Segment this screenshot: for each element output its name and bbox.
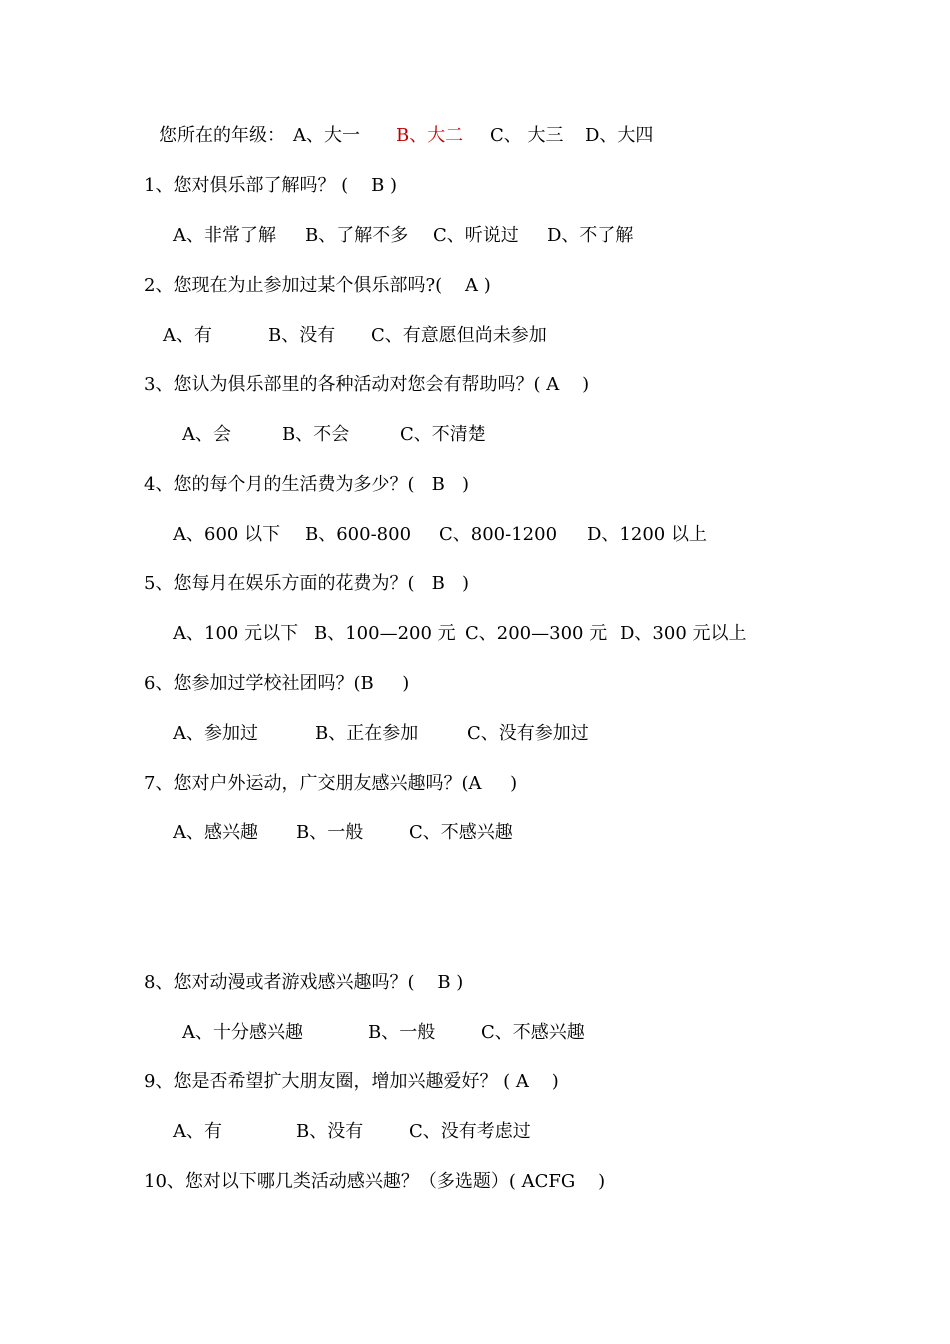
- q9-option-b: B、没有: [296, 1121, 364, 1142]
- question-1: 1、您对俱乐部了解吗？ ( B ): [144, 175, 398, 196]
- q9-option-c: C、没有考虑过: [409, 1121, 531, 1142]
- q1-option-b: B、了解不多: [305, 225, 409, 246]
- question-2: 2、您现在为止参加过某个俱乐部吗?( A ): [144, 275, 491, 296]
- q4-option-b: B、600-800: [305, 524, 412, 545]
- q5-option-c: C、200—300 元: [465, 623, 608, 644]
- question-3: 3、您认为俱乐部里的各种活动对您会有帮助吗？( A ): [144, 374, 590, 395]
- q6-option-c: C、没有参加过: [467, 723, 589, 744]
- q4-option-d: D、1200 以上: [587, 524, 707, 545]
- question-8: 8、您对动漫或者游戏感兴趣吗？( B ): [144, 972, 464, 993]
- q8-option-c: C、不感兴趣: [481, 1022, 585, 1043]
- grade-option-a: A、大一: [293, 125, 360, 146]
- q4-option-a: A、600 以下: [173, 524, 281, 545]
- question-5: 5、您每月在娱乐方面的花费为？( B ): [144, 573, 470, 594]
- q5-option-a: A、100 元以下: [173, 623, 299, 644]
- q4-option-c: C、800-1200: [439, 524, 558, 545]
- q6-option-b: B、正在参加: [315, 723, 419, 744]
- q1-option-a: A、非常了解: [173, 225, 276, 246]
- q6-option-a: A、参加过: [173, 723, 258, 744]
- grade-label: 您所在的年级：: [159, 125, 285, 146]
- q7-option-a: A、感兴趣: [173, 822, 258, 843]
- question-7: 7、您对户外运动，广交朋友感兴趣吗？(A ): [144, 773, 518, 794]
- q7-option-b: B、一般: [296, 822, 364, 843]
- question-10: 10、您对以下哪几类活动感兴趣？（多选题）( ACFG ): [144, 1171, 606, 1192]
- q5-option-d: D、300 元以上: [620, 623, 747, 644]
- q1-option-c: C、听说过: [433, 225, 519, 246]
- q5-option-b: B、100—200 元: [314, 623, 456, 644]
- q2-option-c: C、有意愿但尚未参加: [371, 325, 547, 346]
- q3-option-b: B、不会: [282, 424, 350, 445]
- question-4: 4、您的每个月的生活费为多少？( B ): [144, 474, 470, 495]
- q3-option-a: A、会: [182, 424, 231, 445]
- grade-option-c: C、 大三: [490, 125, 564, 146]
- q2-option-a: A、有: [163, 325, 212, 346]
- question-9: 9、您是否希望扩大朋友圈，增加兴趣爱好？ ( A ): [144, 1071, 559, 1092]
- question-6: 6、您参加过学校社团吗？(B ): [144, 673, 410, 694]
- q7-option-c: C、不感兴趣: [409, 822, 513, 843]
- q8-option-b: B、一般: [368, 1022, 436, 1043]
- q8-option-a: A、十分感兴趣: [182, 1022, 303, 1043]
- q9-option-a: A、有: [173, 1121, 222, 1142]
- grade-option-d: D、大四: [585, 125, 654, 146]
- q3-option-c: C、不清楚: [400, 424, 486, 445]
- q1-option-d: D、不了解: [547, 225, 634, 246]
- q2-option-b: B、没有: [268, 325, 336, 346]
- grade-option-b-selected: B、大二: [396, 125, 464, 146]
